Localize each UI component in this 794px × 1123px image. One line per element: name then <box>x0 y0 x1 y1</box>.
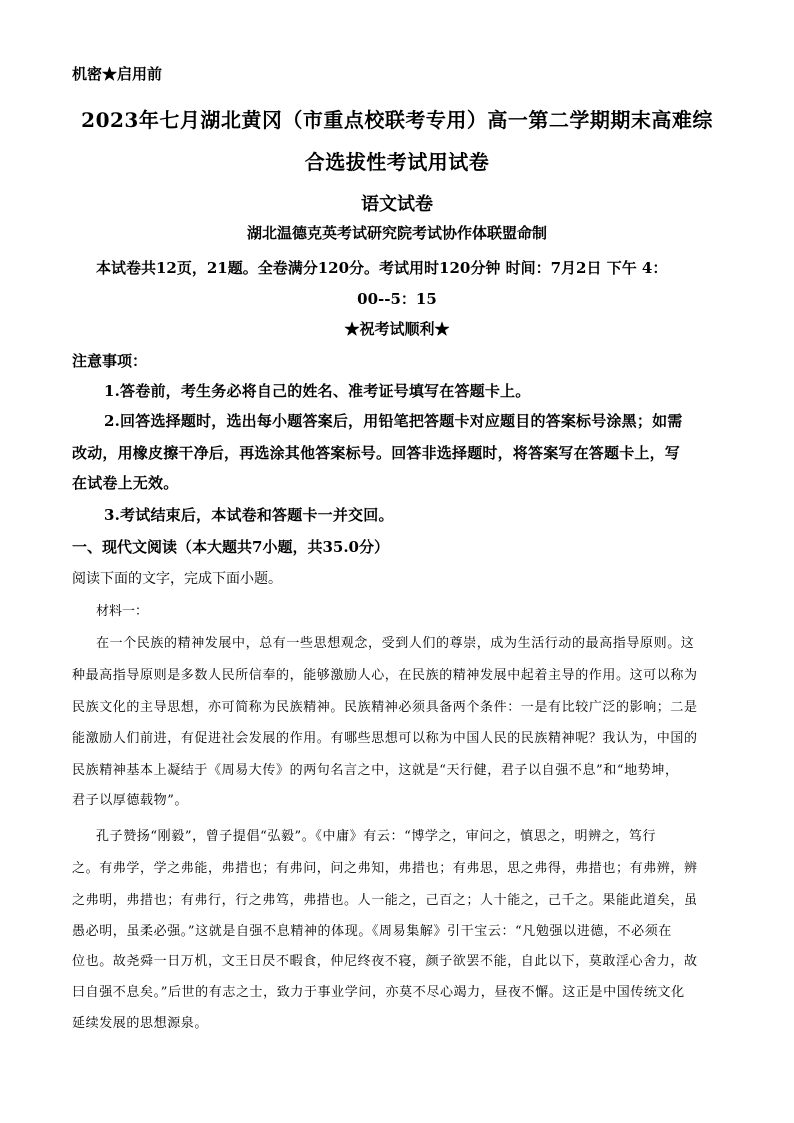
exam-info-line1: 本试卷共12页，21题。全卷满分120分。考试用时120分钟 时间：7月2日 下午 4： <box>96 259 668 277</box>
notice-item-1: 1.答卷前，考生务必将自己的姓名、准考证号填写在答题卡上。 <box>104 382 531 400</box>
notice-item-2-line3: 在试卷上无效。 <box>72 474 179 492</box>
subject-title: 语文试卷 <box>361 194 433 215</box>
para1-line: 在一个民族的精神发展中，总有一些思想观念，受到人们的尊崇，成为生活行动的最高指导原则。这 <box>96 636 695 651</box>
para1-line: 民族文化的主导思想，亦可简称为民族精神。民族精神必须具备两个条件：一是有比较广泛的影响；二是 <box>72 700 698 715</box>
notice-title: 注意事项： <box>72 352 148 370</box>
exam-title-line2: 合选拔性考试用试卷 <box>304 150 490 174</box>
para1-line: 民族精神基本上凝结于《周易大传》的两句名言之中，这就是“天行健，君子以自强不息”和“地势坤， <box>72 763 679 778</box>
para2-line: 延续发展的思想源泉。 <box>72 1016 209 1031</box>
material-label: 材料一： <box>96 604 149 619</box>
section-title: 一、现代文阅读（本大题共7小题，共35.0分） <box>72 538 389 556</box>
para1-line: 种最高指导原则是多数人民所信奉的，能够激励人心，在民族的精神发展中起着主导的作用。这可以称为 <box>72 668 698 683</box>
confidential-mark: 机密★启用前 <box>72 65 163 83</box>
notice-item-3: 3.考试结束后，本试卷和答题卡一并交回。 <box>104 506 394 524</box>
para2-line: 位也。故尧舜一日万机，文王日昃不暇食，仲尼终夜不寝，颜子欲罢不能，自此以下，莫敢淫心舍力，故 <box>72 954 698 969</box>
para2-line: 愚必明，虽柔必强。”这就是自强不息精神的体现。《周易集解》引干宝云：“凡勉强以进德，不必须在 <box>72 924 672 939</box>
organizer: 湖北温德克英考试研究院考试协作体联盟命制 <box>246 224 547 242</box>
exam-info-line2: 00--5：15 <box>357 290 437 308</box>
para1-line: 君子以厚德载物”。 <box>72 793 189 808</box>
exam-title-line1: 2023年七月湖北黄冈（市重点校联考专用）高一第二学期期末高难综 <box>81 108 713 132</box>
para2-line: 之弗明，弗措也；有弗行，行之弗笃，弗措也。人一能之，己百之；人十能之，己千之。果能此道矣，虽 <box>72 893 698 908</box>
notice-item-2-line2: 改动，用橡皮擦干净后，再选涂其他答案标号。回答非选择题时，将答案写在答题卡上，写 <box>72 444 681 462</box>
para1-line: 能激励人们前进，有促进社会发展的作用。有哪些思想可以称为中国人民的民族精神呢？我认为，中国的 <box>72 731 698 746</box>
good-luck-wish: ★祝考试顺利★ <box>344 320 450 338</box>
para2-line: 曰自强不息矣。”后世的有志之士，致力于事业学问，亦莫不尽心竭力，昼夜不懈。这正是中国传统文化 <box>72 985 685 1000</box>
para2-line: 孔子赞扬“刚毅”，曾子提倡“弘毅”。《中庸》有云：“博学之，审问之，慎思之，明辨之，笃行 <box>96 829 657 844</box>
notice-item-2-line1: 2.回答选择题时，选出每小题答案后，用铅笔把答题卡对应题目的答案标号涂黑；如需 <box>104 412 683 430</box>
reading-instruction: 阅读下面的文字，完成下面小题。 <box>72 571 282 587</box>
para2-line: 之。有弗学，学之弗能，弗措也；有弗问，问之弗知，弗措也；有弗思，思之弗得，弗措也；有弗辨，辨 <box>72 861 698 876</box>
